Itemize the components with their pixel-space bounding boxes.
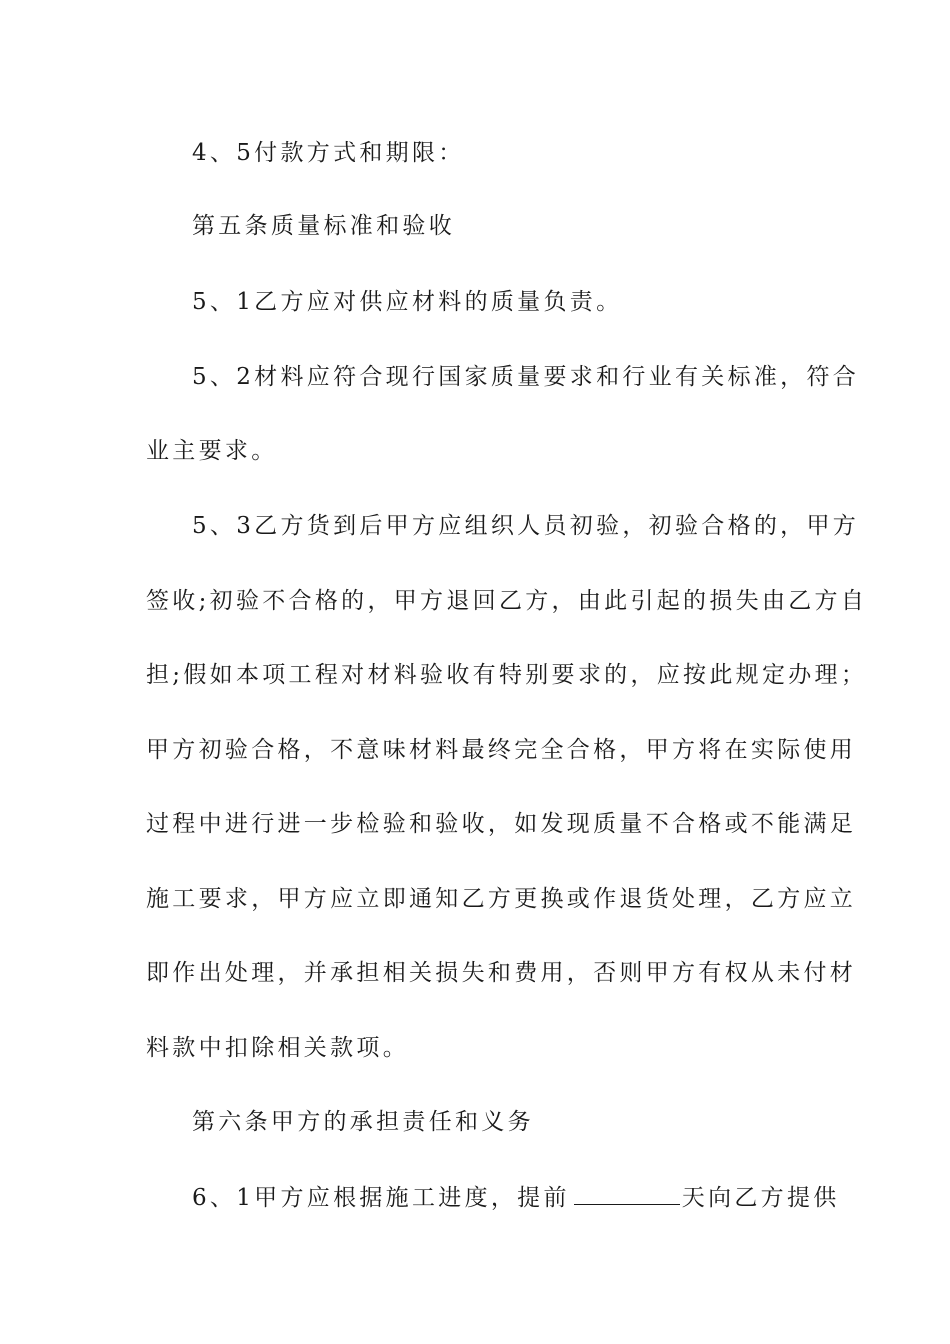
clause-5-3-line-4: 甲方初验合格，不意味材料最终完全合格，甲方将在实际使用: [146, 737, 857, 763]
clause-4-5: 4、5付款方式和期限：: [192, 140, 465, 166]
clause-6-1: [192, 1182, 852, 1213]
clause-5-2-line-1: 5、2材料应符合现行国家质量要求和行业有关标准，符合: [192, 364, 860, 390]
clause-5-3-line-2: 签收;初验不合格的，甲方退回乙方，由此引起的损失由乙方自: [146, 588, 868, 614]
clause-5-1: 5、1乙方应对供应材料的质量负责。: [192, 289, 623, 315]
article-5-heading: 第五条质量标准和验收: [192, 213, 455, 239]
clause-5-3-line-8: 料款中扣除相关款项。: [146, 1035, 409, 1061]
clause-5-3-line-1: 5、3乙方货到后甲方应组织人员初验，初验合格的，甲方: [192, 513, 860, 539]
clause-6-1-text-before: 6、1甲方应根据施工进度，提前: [192, 1185, 570, 1211]
clause-6-1-text-after: 天向乙方提供: [681, 1185, 840, 1211]
fill-in-blank-days: [574, 1182, 680, 1205]
clause-5-3-line-6: 施工要求，甲方应立即通知乙方更换或作退货处理，乙方应立: [146, 886, 857, 912]
article-6-heading: 第六条甲方的承担责任和义务: [192, 1109, 534, 1135]
clause-5-3-line-5: 过程中进行进一步检验和验收，如发现质量不合格或不能满足: [146, 811, 857, 837]
clause-5-3-line-3: 担;假如本项工程对材料验收有特别要求的，应按此规定办理；: [146, 662, 868, 688]
clause-5-2-line-2: 业主要求。: [146, 438, 278, 464]
clause-5-3-line-7: 即作出处理，并承担相关损失和费用，否则甲方有权从未付材: [146, 960, 857, 986]
